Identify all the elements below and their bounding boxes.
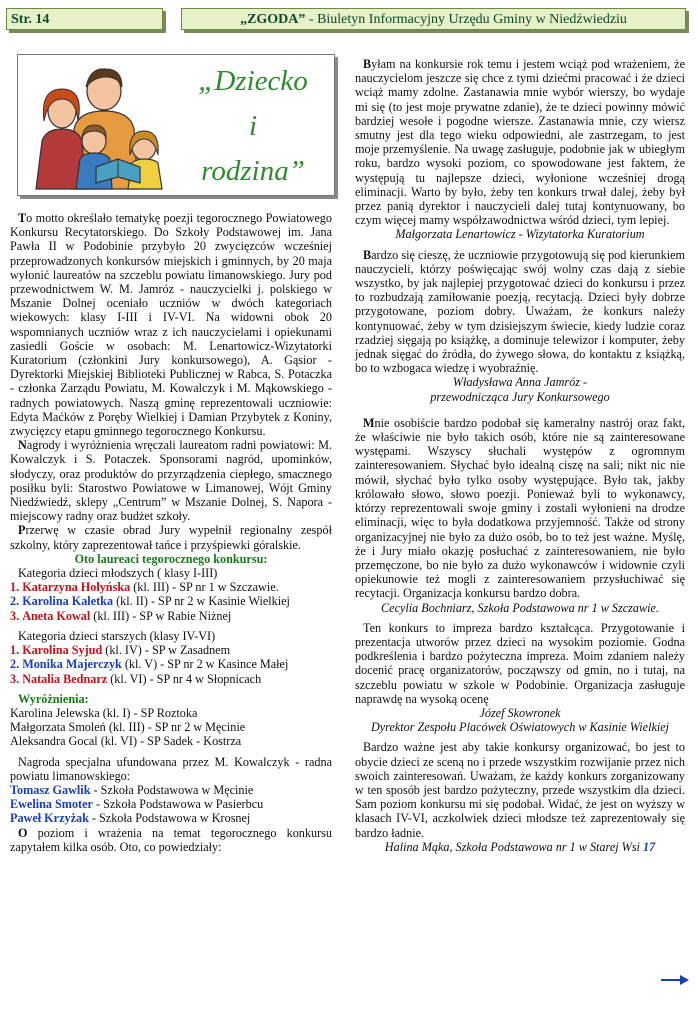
special-award-text: Nagroda specjalna ufundowana przez M. Kowalczyk - radna powiatu limanowskiego: <box>10 754 332 783</box>
quote-4: Ten konkurs to impreza bardzo kształcąca. Przygotowanie i prezentacja utworów przez dzieci na wysokim poziomie. Godna podkreślenia i bardzo pożyteczna impreza. Moim zdaniem należy docenić pracę organizatorów, począwszy od gmin, no i tutaj, na szczeblu powiatu w szkole w Podobinie. Organizacja zasługuje naprawdę na wysoką ocenę <box>355 620 685 706</box>
list-item: Tomasz Gawlik - Szkoła Podstawowa w Męcinie <box>10 782 254 797</box>
publication-name: „ZGODA” <box>240 12 306 27</box>
list-item: 1. Katarzyna Hołyńska (kl. III) - SP nr 1 w Szczawie. <box>10 580 279 595</box>
list-item: 3. Aneta Kowal (kl. III) - SP w Rabie Niżnej <box>10 608 232 623</box>
publication-subtitle: - Biuletyn Informacyjny Urzędu Gminy w Niedźwiedziu <box>305 12 627 27</box>
list-item: 3. Natalia Bednarz (kl. VI) - SP nr 4 w Słopnicach <box>10 671 262 686</box>
signature-5: Halina Mąka, Szkoła Podstawowa nr 1 w Starej Wsi 17 <box>384 839 656 854</box>
list-item: Aleksandra Gocal (kl. VI) - SP Sadek - Kostrza <box>10 734 242 749</box>
signature-4a: Józef Skowronek <box>479 705 561 720</box>
list-item: 2. Monika Majerczyk (kl. V) - SP nr 2 w Kasince Małej <box>10 657 289 672</box>
quote-2: Bardzo się cieszę, że uczniowie przygotowują się pod kierunkiem nauczycieli, którzy poświęcając swój wolny czas dają z siebie wszystko, by jak najlepiej przygotować dzieci do konkursu i przez to rozbudzają zamiłowanie poezją, recytacją. Dzieci były dobrze przygotowane, poziom dobry. Uważam, że konkurs należy kontynuować, żeby w tym dzisiejszym świecie, kiedy ludzie coraz rzadziej sięgają po książkę, a dominuje telewizor i komputer, żeby jednak sięgać do źródła, do żywego słowa, do kontaktu z książką, bo to wzbogaca wiedzę i wyobraźnię. <box>355 247 685 376</box>
list-item: 1. Karolina Syjud (kl. IV) - SP w Zasadnem <box>10 643 231 658</box>
break-paragraph <box>10 523 332 551</box>
family-reading-illustration <box>26 59 176 191</box>
quote-5: Bardzo ważne jest aby takie konkursy organizować, bo jest to obycie dzieci ze sceną no i przede wszystkim rozwijanie przez nich swoich zainteresowań. Uważam, że każdy konkurs zorganizowany w ten sposób jest bardzo pożyteczny, przede wszystkim dla dzieci. Sam poziom konkursu mi się podobał. Widać, że jest on wyższy w klasach IV-VI, aczkolwiek dzieci młodsze też zaprezentowały się bardzo ładnie. <box>355 740 685 840</box>
list-item: Paweł Krzyżak - Szkoła Podstawowa w Krosnej <box>10 811 251 826</box>
signature-1: Małgorzata Lenartowicz - Wizytatorka Kuratorium <box>395 227 645 242</box>
awards-paragraph <box>10 438 332 523</box>
closing-paragraph <box>10 826 332 854</box>
paragraph-text: agrody i wyróżnienia wręczali laureatom radni powiatowi: M. Kowalczyk i S. Potaczek. Sponsorami nagród, upominków, słodyczy, oraz produktów do przyrządzenia ciepłego, smacznego posiłku byli: Starostwo Powiatowe w Limanowej, Wójt Gminy Niedźwiedź, sklepy „Centrum” w Mszanie Dolnej, S. Napora - miejscowy radny oraz budżet szkoły. <box>10 438 332 524</box>
signature-2a: Władysława Anna Jamróz - <box>452 375 588 390</box>
intro-paragraph <box>10 211 332 438</box>
continue-arrow-icon[interactable] <box>660 974 690 986</box>
article-title <box>178 59 328 194</box>
quote-3: Mnie osobiście bardzo podobał się kameralny nastrój oraz fakt, że właściwie nie było takich osób, które nie są zainteresowane występami. Wszyscy słuchali występów z ogromnym zainteresowaniem. Słychać było idealną ciszę na sali; nikt nic nie mówił, słychać było tylko osoby występujące. Było tak, jakby królowało słowo, słowo poezji. Ponieważ byli to wykonawcy, którzy reprezentowali swoje gminy i zostali wyłonieni na drodze eliminacji, więc to była dodatkowa przyjemność. Także od strony organizacyjnej nie było za dużo osób, bo to też jest ważne. Myślę, że i Jury miało okazję posłuchać z zainteresowaniem, nie było przemęczone, bo nie było za dużo wykonawców i widownie czyli opiekunowie też mogli z zainteresowaniem przysłuchiwać się recytacji. Organizacja konkursu bardzo dobra. <box>355 415 685 601</box>
list-item: Małgorzata Smoleń (kl. III) - SP nr 2 w Męcinie <box>10 720 246 735</box>
signature-4b: Dyrektor Zespołu Placówek Oświatowych w Kasinie Wielkiej <box>370 720 670 735</box>
continue-page-number: 17 <box>643 839 656 854</box>
category-older: Kategoria dzieci starszych (klasy IV-VI) <box>18 628 216 643</box>
title-box <box>17 54 335 196</box>
category-younger: Kategoria dzieci młodszych ( klasy I-III) <box>18 566 218 581</box>
title-line-1: „Dziecko <box>198 65 308 97</box>
title-line-3: rodzina” <box>201 155 305 187</box>
list-item: Karolina Jelewska (kl. I) - SP Roztoka <box>10 705 198 720</box>
right-column <box>355 57 685 854</box>
drop-letter: N <box>18 438 27 453</box>
paragraph-text: o motto określało tematykę poezji tegorocznego Powiatowego Konkursu Recytatorskiego. Do Szkoły Podstawowej im. Jana Pawła II w Podobinie przybyło 20 zwycięzców wcześniej przeprowadzonych konkursów miejskich i gminnych, by 20 maja wyłonić laureatów na szczeblu powiatu limanowskiego. Jury pod przewodnictwem W. M. Jamróz - nauczycielki j. polskiego w Mszanie Dolnej oceniało uczniów w dwóch kategoriach wiekowych: klasy I-III i IV-VI. Na widowni obok 20 wspomnianych uczniów wraz z ich nauczycielami i opiekunami zasiedli Goście w osobach: M. Lenartowicz-Wizytatorki Kuratorium (członkini Jury konkursowego), A. Gąsior - Dyrektorki Miejskiej Biblioteki Publicznej w Rabca, S. Potaczka - członka Zarządu Powiatu, M. Kowalczyk i M. Mąkowskiego - radnych powiatowych. Naszą gminę reprezentowali uczniowie: Edyta Maćków z Poręby Wielkiej i Damian Przybytek z Koniny, zwycięzcy etapu gminnego tegorocznego Konkursu. <box>10 211 332 439</box>
quote-1: Byłam na konkursie rok temu i jestem wciąż pod wrażeniem, że nauczycielom jeszcze się chce z tymi dziećmi pracować i że dzieci wciąż mamy zdolne. Zastanawia mnie wybór wierszy, bo wydaje mi się (to jest moje prywatne zdanie), że te dzieci powinny mówić bardziej wesołe i pogodne wiersze. Zastanawia mnie, czy wiersz smutny jest dla tego wieku odpowiedni, ale zastrzegam, to jest moje przemyślenie. Na uwagę zasługuje, podobnie jak w ubiegłym roku, bardzo wysoki poziom, co spowodowane jest faktem, że występują tu najlepsze dzieci, wyłonione wcześniej drogą eliminacji. Warto by było, żeby ten konkurs trwał dalej, żeby był przez panią dyrektor i nauczycieli dalej tutaj kontynuowany, bo czym więcej mamy współzawodnictwa wśród dzieci, tym lepiej. <box>355 57 685 228</box>
title-line-2: i <box>248 110 258 142</box>
paragraph-text: poziom i wrażenia na temat tegorocznego konkursu zapytałem kilka osób. Oto, co powiedziały: <box>10 825 332 854</box>
publication-header <box>181 8 686 30</box>
drop-letter: P <box>18 523 26 538</box>
left-column <box>10 211 332 854</box>
drop-letter: T <box>18 211 27 225</box>
paragraph-text: rzerwę w czasie obrad Jury wypełnił regionalny zespół szkolny, który zaprezentował tańce i przyśpiewki góralskie. <box>10 523 332 552</box>
page-number: Str. 14 <box>11 12 50 27</box>
drop-letter: O <box>18 825 28 840</box>
page-number-box <box>6 8 163 30</box>
list-item: 2. Karolina Kaletka (kl. II) - SP nr 2 w Kasinie Wielkiej <box>10 594 290 609</box>
list-item: Ewelina Smoter - Szkoła Podstawowa w Pasierbcu <box>10 797 264 812</box>
laureates-heading: Oto laureaci tegorocznego konkursu: <box>74 551 268 566</box>
signature-2b: przewodnicząca Jury Konkursowego <box>430 389 610 404</box>
signature-3: Cecylia Bochniarz, Szkoła Podstawowa nr 1 w Szczawie. <box>381 600 659 615</box>
distinctions-heading: Wyróżnienia: <box>18 691 89 706</box>
